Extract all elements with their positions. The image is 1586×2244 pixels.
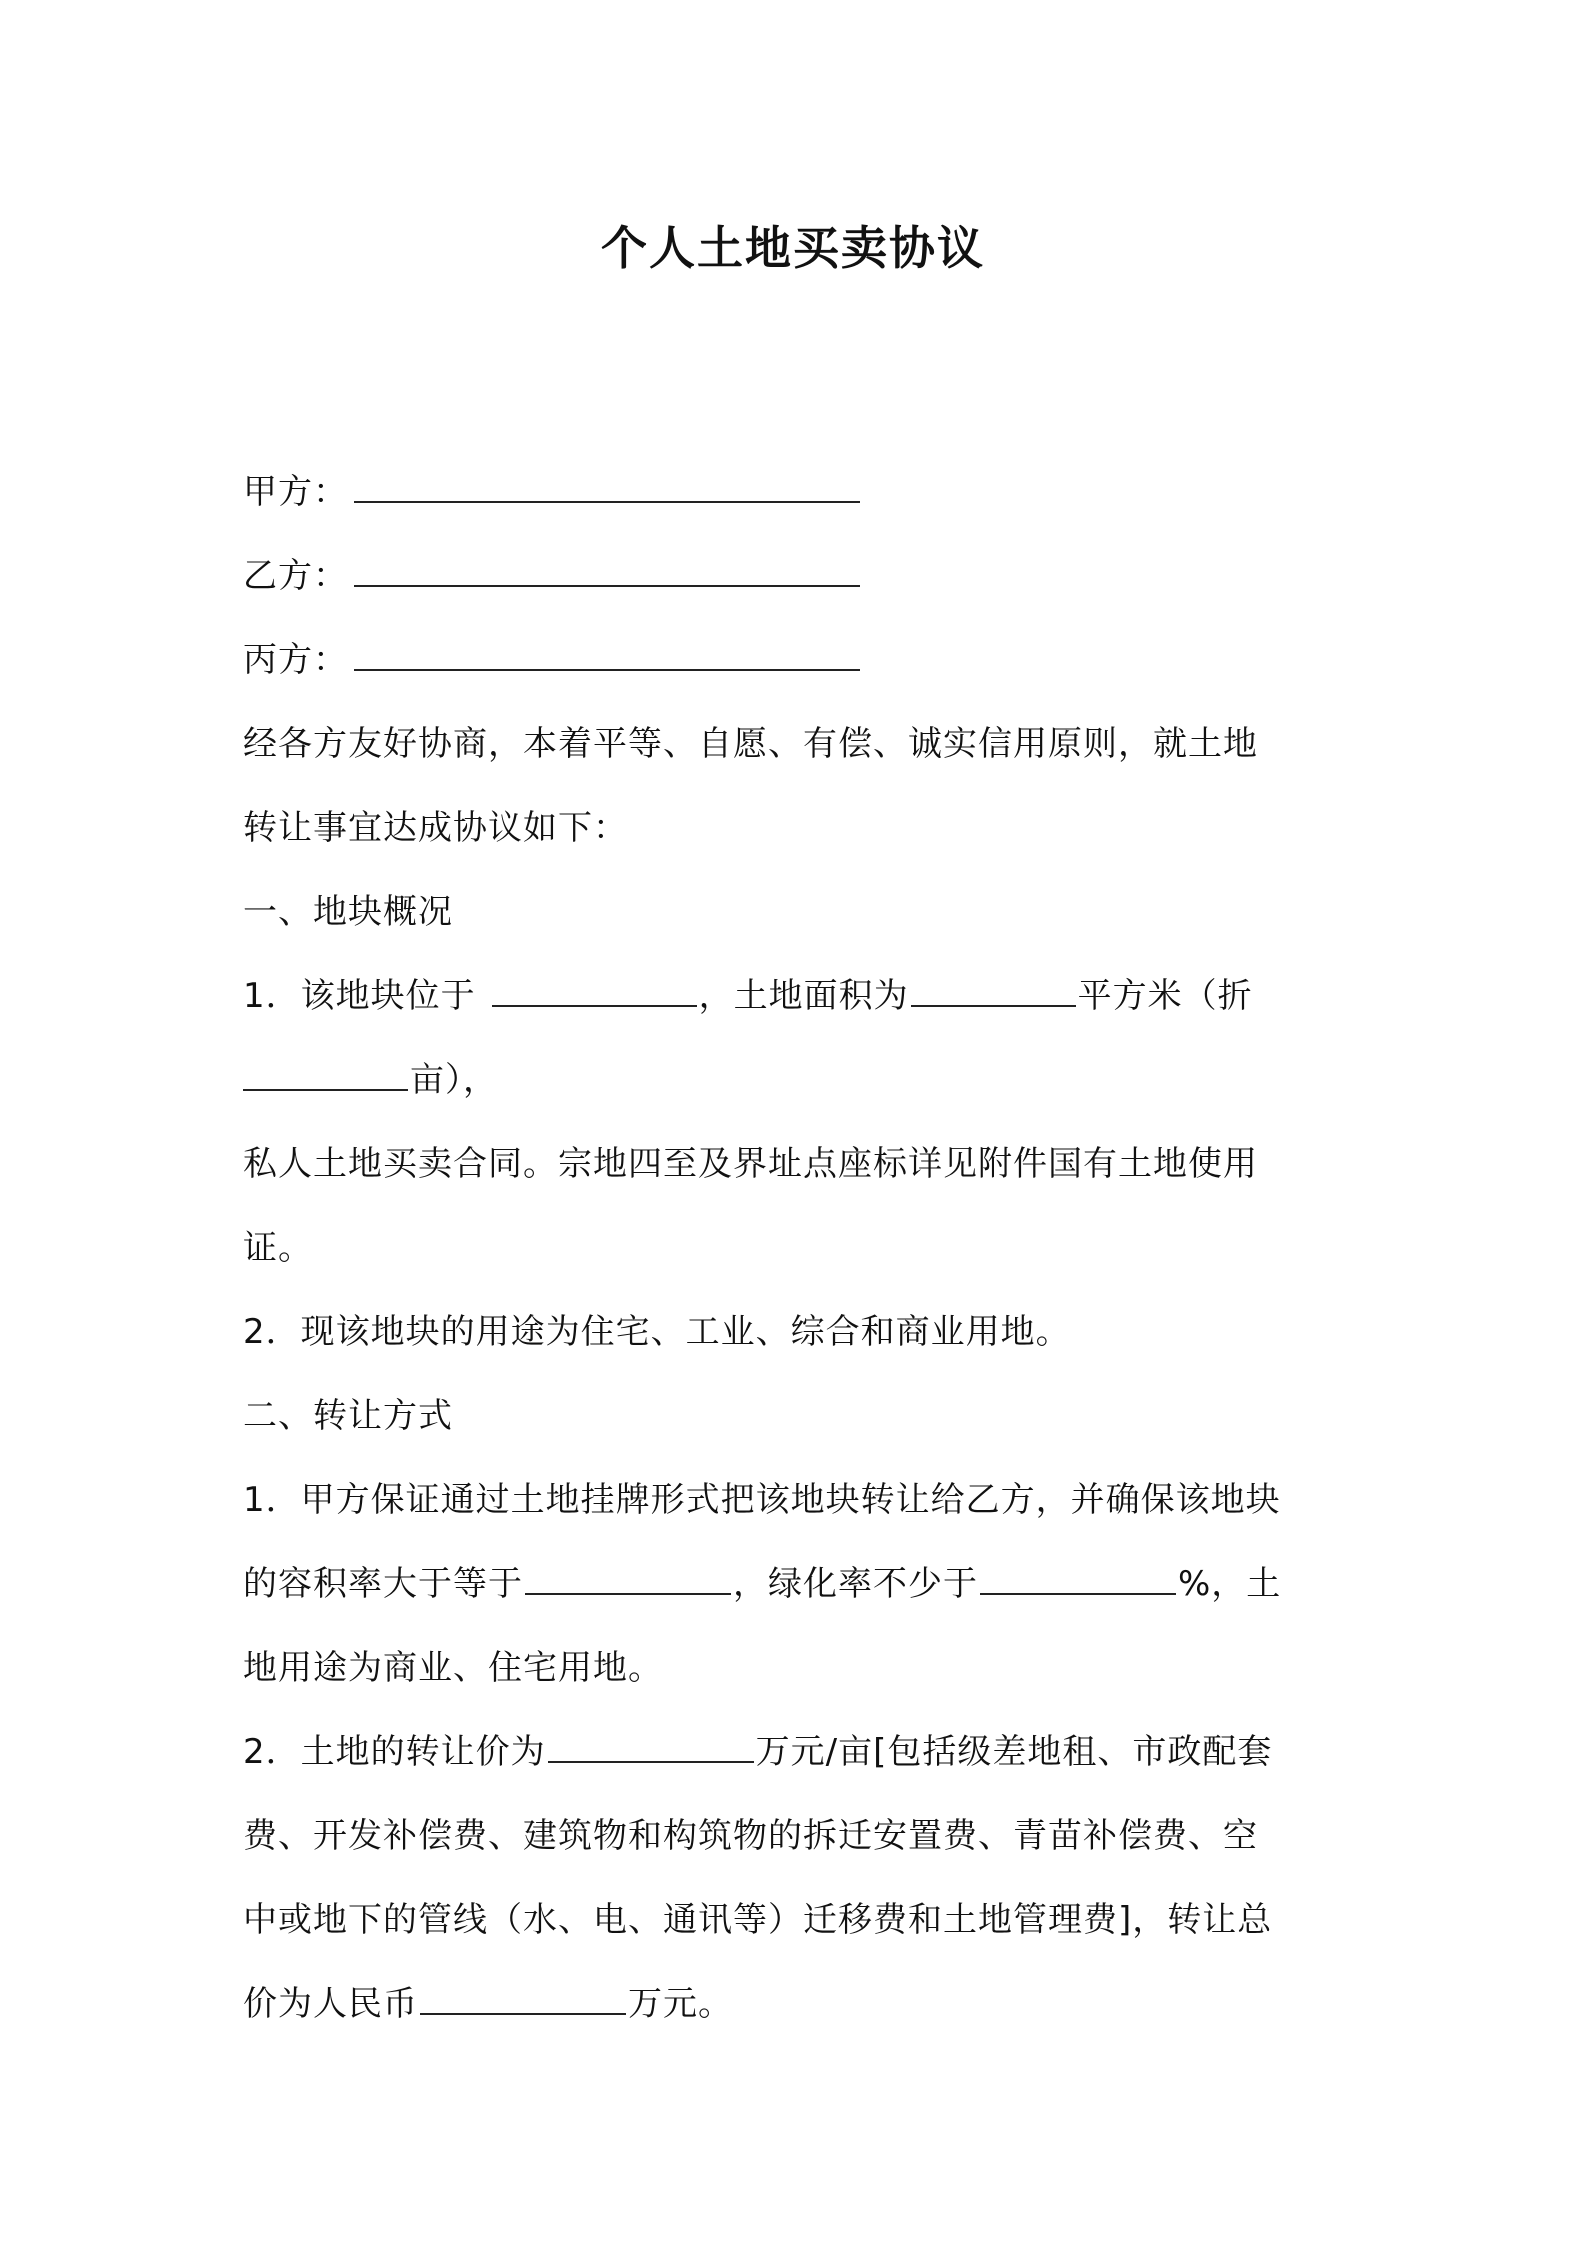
mu-unit: 亩）， bbox=[410, 1060, 498, 1100]
party-b-line bbox=[243, 534, 1363, 618]
mu-blank bbox=[243, 1061, 408, 1091]
price-label: 2．土地的转让价为 bbox=[243, 1732, 546, 1772]
section-2-item-2-line-3: 中或地下的管线（水、电、通讯等）迁移费和土地管理费]，转让总 bbox=[243, 1900, 1273, 1940]
section-1-heading: 一、地块概况 bbox=[243, 892, 453, 932]
section-2-item-2-line-2: 费、开发补偿费、建筑物和构筑物的拆迁安置费、青苗补偿费、空 bbox=[243, 1816, 1258, 1856]
far-label: 的容积率大于等于 bbox=[243, 1564, 523, 1604]
total-label: 价为人民币 bbox=[243, 1984, 418, 2024]
document-title: 个人土地买卖协议 bbox=[601, 221, 985, 275]
section-2-item-2-line-4 bbox=[243, 1962, 1363, 2046]
section-2-item-1-line-1: 1．甲方保证通过土地挂牌形式把该地块转让给乙方，并确保该地块 bbox=[243, 1480, 1281, 1520]
section-1-item-1-line-1 bbox=[243, 954, 1363, 1038]
price-blank bbox=[548, 1733, 754, 1763]
section-2-item-1-line-2 bbox=[243, 1542, 1363, 1626]
party-b-label: 乙方： bbox=[243, 556, 348, 596]
total-blank bbox=[420, 1985, 626, 2015]
party-a-label: 甲方： bbox=[243, 472, 348, 512]
total-unit: 万元。 bbox=[628, 1984, 733, 2024]
intro-line-1: 经各方友好协商，本着平等、自愿、有偿、诚实信用原则，就土地 bbox=[243, 724, 1258, 764]
location-blank bbox=[492, 977, 697, 1007]
section-1-item-2: 2．现该地块的用途为住宅、工业、综合和商业用地。 bbox=[243, 1312, 1071, 1352]
location-prefix: 1．该地块位于 bbox=[243, 976, 476, 1016]
section-2-item-2-line-1 bbox=[243, 1710, 1363, 1794]
party-c-label: 丙方： bbox=[243, 640, 348, 680]
party-c-line bbox=[243, 618, 1363, 702]
intro-line-2: 转让事宜达成协议如下： bbox=[243, 808, 628, 848]
party-c-blank bbox=[354, 641, 860, 671]
area-label: ，土地面积为 bbox=[698, 976, 909, 1016]
green-blank bbox=[980, 1565, 1176, 1595]
green-label: ，绿化率不少于 bbox=[733, 1564, 978, 1604]
section-2-item-1-line-3: 地用途为商业、住宅用地。 bbox=[243, 1648, 663, 1688]
section-1-item-1-line-4: 证。 bbox=[243, 1228, 313, 1268]
section-2-heading: 二、转让方式 bbox=[243, 1396, 453, 1436]
area-unit: 平方米（折 bbox=[1077, 976, 1253, 1016]
green-unit: %，土 bbox=[1178, 1564, 1282, 1604]
price-unit: 万元/亩[包括级差地租、市政配套 bbox=[755, 1732, 1273, 1772]
section-1-item-1-line-3: 私人土地买卖合同。宗地四至及界址点座标详见附件国有土地使用 bbox=[243, 1144, 1258, 1184]
party-a-line bbox=[243, 450, 1363, 534]
section-1-item-1-line-2 bbox=[243, 1038, 1363, 1122]
party-a-blank bbox=[354, 473, 860, 503]
far-blank bbox=[525, 1565, 731, 1595]
area-blank bbox=[911, 977, 1076, 1007]
party-b-blank bbox=[354, 557, 860, 587]
document-body bbox=[243, 450, 1363, 2046]
